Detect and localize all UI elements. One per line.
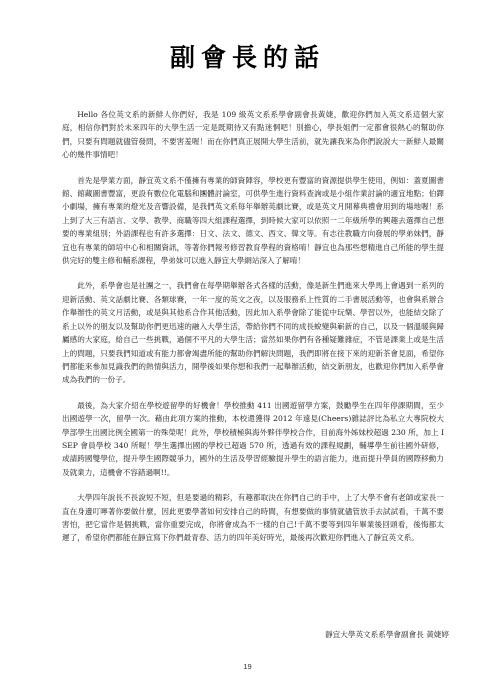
- signature-line: 靜宜大學英文系系學會副會長 黃婕婷: [325, 630, 449, 639]
- paragraph-study-abroad: 最後，為大家介紹在學校遊留學的好機會！學校推動 411 出國遊留學方案，鼓勵學生在四年停課期間，至少出國遊學一次，留學一次。藉由此項方案的推動，本校還獲得 2012 年遠見(Cheers)雜誌評比為私立大專院校大學部學生出國比例全國第一的殊榮呢！此外，學校積極與海外夥伴學校合作，目前海外姊妹校超過 230 所，加上 ISEP 會員學校 340 所喔！學生選擇出國的學校已超過 570 所，透過有效的課程規劃，輔導學生前往國外研修，或請跨國雙學位，提升學生國際競爭力，國外的生活及學習經驗提升學生的語言能力，進而提升學員的國際移動力及就業力，這機會不容錯過啊!!。: [62, 400, 444, 477]
- paragraph-student-association: 此外，系學會也是社團之一，我們會在每學期舉辦各式各樣的活動，像是新生們進來大學馬上會遇到一系列的迎新活動、英文話劇比賽、各類球賽，一年一度的英文之夜，以及服務系上性質的二手書展活動等，也會與系辦合作舉辦性的英文月活動，或是與其他系合作其他活動，因此加入系學會除了能從中玩樂、學習以外，也能結交除了系上以外的朋友以及幫助你們更迅速的融入大學生活，帶給你們不同的成長蛻變與嶄新的自己，以及一個溫暖與歸屬感的大家庭，給自己一些挑戰，過個不平凡的大學生活；當然如果你們有各種疑難雜症，不管是課業上或是生活上的問題，只要我們知道或有能力都會竭盡所能的幫助你們解決問題，我們即將在接下來的迎新茶會見面，希望你們都能來參加見識我們的熱情與活力，開學後如果你想和我們一起舉辦活動，結交新朋友，也歡迎你們加入系學會成為我們的一份子。: [62, 281, 444, 385]
- page-number: 19: [243, 662, 252, 671]
- paragraph-intro: Hello 各位英文系的新鮮人你們好，我是 109 級英文系系學會副會長黃婕，歡迎你們加入英文系這個大家庭，相信你們對於未來四年的大學生活一定是既期待又有點迷惘吧！別擔心，學長姐們一定都會很熱心的幫助你們，只要有問題就儘管發問，不要害羞喔！而在你們真正展開大學生活前，就先讓我來為你們說說大一新鮮人最關心的幾件事情吧！: [62, 110, 444, 160]
- article-body: [62, 108, 444, 557]
- page-title: 副會長的話: [169, 43, 325, 72]
- paragraph-closing: 大學四年說長不長說短不短，但是要過的精彩，有趣都取決在你們自己的手中，上了大學不會有老師或家長一直在身邊叮嚀著你要做什麼，因此更要學著如何安排自己的時間，有想要做的事情就儘管放手去試試看，千萬不要害怕，把它當作是個挑戰，當你重要完成，你將會成為不一樣的自己!千萬不要等到四年畢業後回頭看，後悔都太遲了，希望你們都能在靜宜寫下你們最青春、活力的四年美好時光，最後再次歡迎你們進入了靜宜英文系。: [62, 493, 444, 543]
- paragraph-academics: 首先是學業方面，靜宜英文系不僅擁有專業的師資陣容，學校更有豐富的資源提供學生使用，例如：蓋夏圖書館、館藏圖書豐富，更設有數位化電腦和團體討論室，可供學生進行資料查詢或是小組作業討論的適宜地點；伯鐸小劇場，擁有專業的燈光及音響設備，是我們英文系每年舉辦英劇比賽，或是英文月開幕典禮會用到的場地喔！系上到了大三有語言、文學、教學、商職等四大組課程選擇，到時候大家可以依照一二年級所學的興趣去選擇自己想要的專業組別；外語課程也有許多選擇：日文、法文、德文、西文、韓文等。有志往教職方向發展的學弟妹們，靜宜也有專業的師培中心和相關資訊，等著你們報考修習教育學程的資格唷！靜宜也為那些想精進自己所能的學生提供完好的雙主修和輔系課程，學弟妹可以進入靜宜大學網站深入了解唷！: [62, 175, 444, 266]
